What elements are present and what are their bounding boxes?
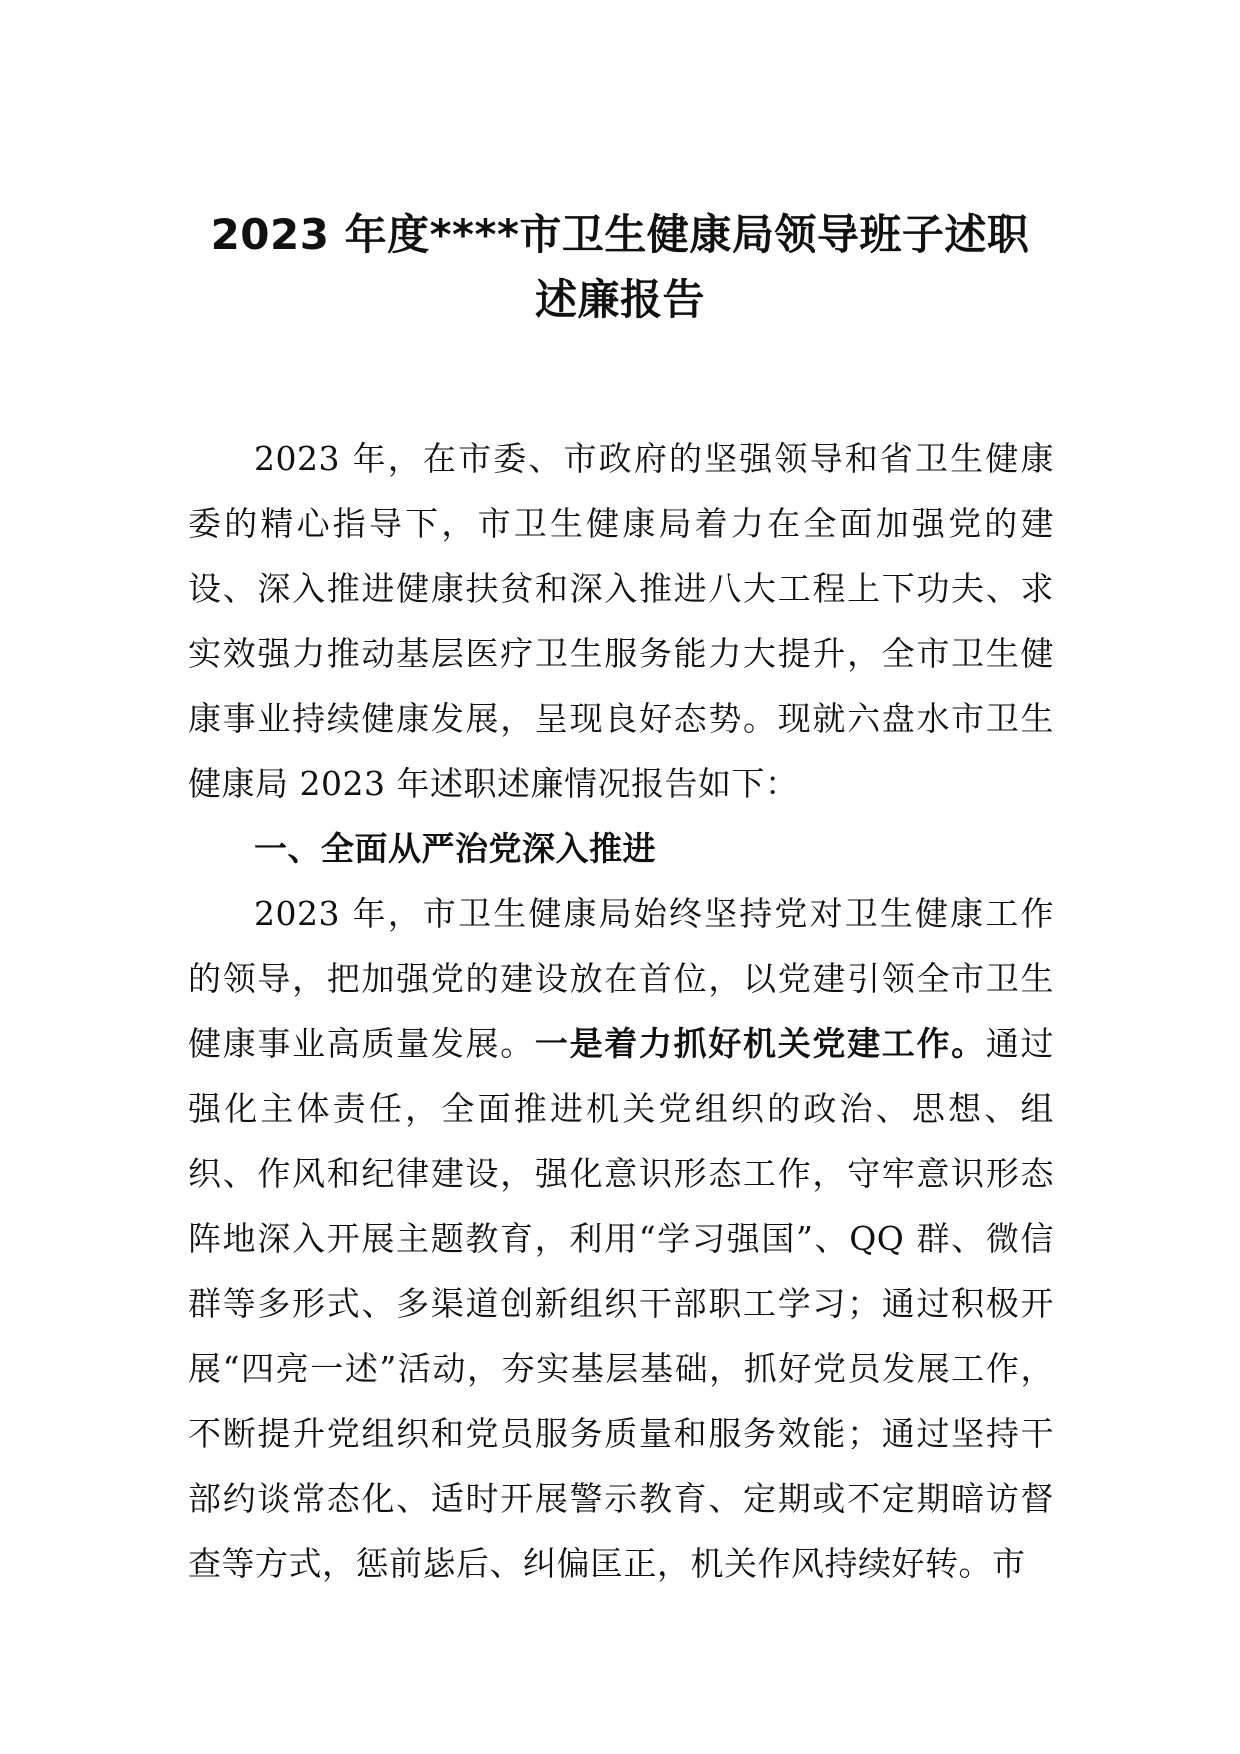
section-heading: 一、全面从严治党深入推进 xyxy=(254,829,656,868)
point-text: 通过强化主体责任，全面推进机关党组织的政治、思想、组织、作风和纪律建设，强化意识形态工作，守牢意识形态阵地深入开展主题教育，利用“学习强国”、QQ 群、微信群等多形式、多渠道创新组织干部职工学习；通过积极开展“四亮一述”活动，夯实基层基础，抓好党员发展工作，不断提升党组织和党员服务质量和服务效能；通过坚持干部约谈常态化、适时开展警示教育、定期或不定期暗访督查等方式，惩前毖后、纠偏匡正，机关作风持续好转。市 xyxy=(188,1024,1054,1583)
title-line-1: 2023 年度****市卫生健康局领导班子述职 xyxy=(210,210,1030,259)
document-title xyxy=(150,202,1090,332)
document-body xyxy=(188,426,1054,1596)
point-title: 一是着力抓好机关党建工作。 xyxy=(534,1024,986,1063)
title-line-2: 述廉报告 xyxy=(534,275,705,324)
intro-paragraph: 2023 年，在市委、市政府的坚强领导和省卫生健康委的精心指导下，市卫生健康局着力在全面加强党的建设、深入推进健康扶贫和深入推进八大工程上下功夫、求实效强力推动基层医疗卫生服务能力大提升，全市卫生健康事业持续健康发展，呈现良好态势。现就六盘水市卫生健康局 2023 年述职述廉情况报告如下： xyxy=(188,439,1054,803)
section-paragraph xyxy=(188,881,1054,1596)
section-lead: 2023 年，市卫生健康局始终坚持党对卫生健康工作的领导，把加强党的建设放在首位，以党建引领全市卫生健康事业高质量发展。 xyxy=(188,894,1054,1063)
